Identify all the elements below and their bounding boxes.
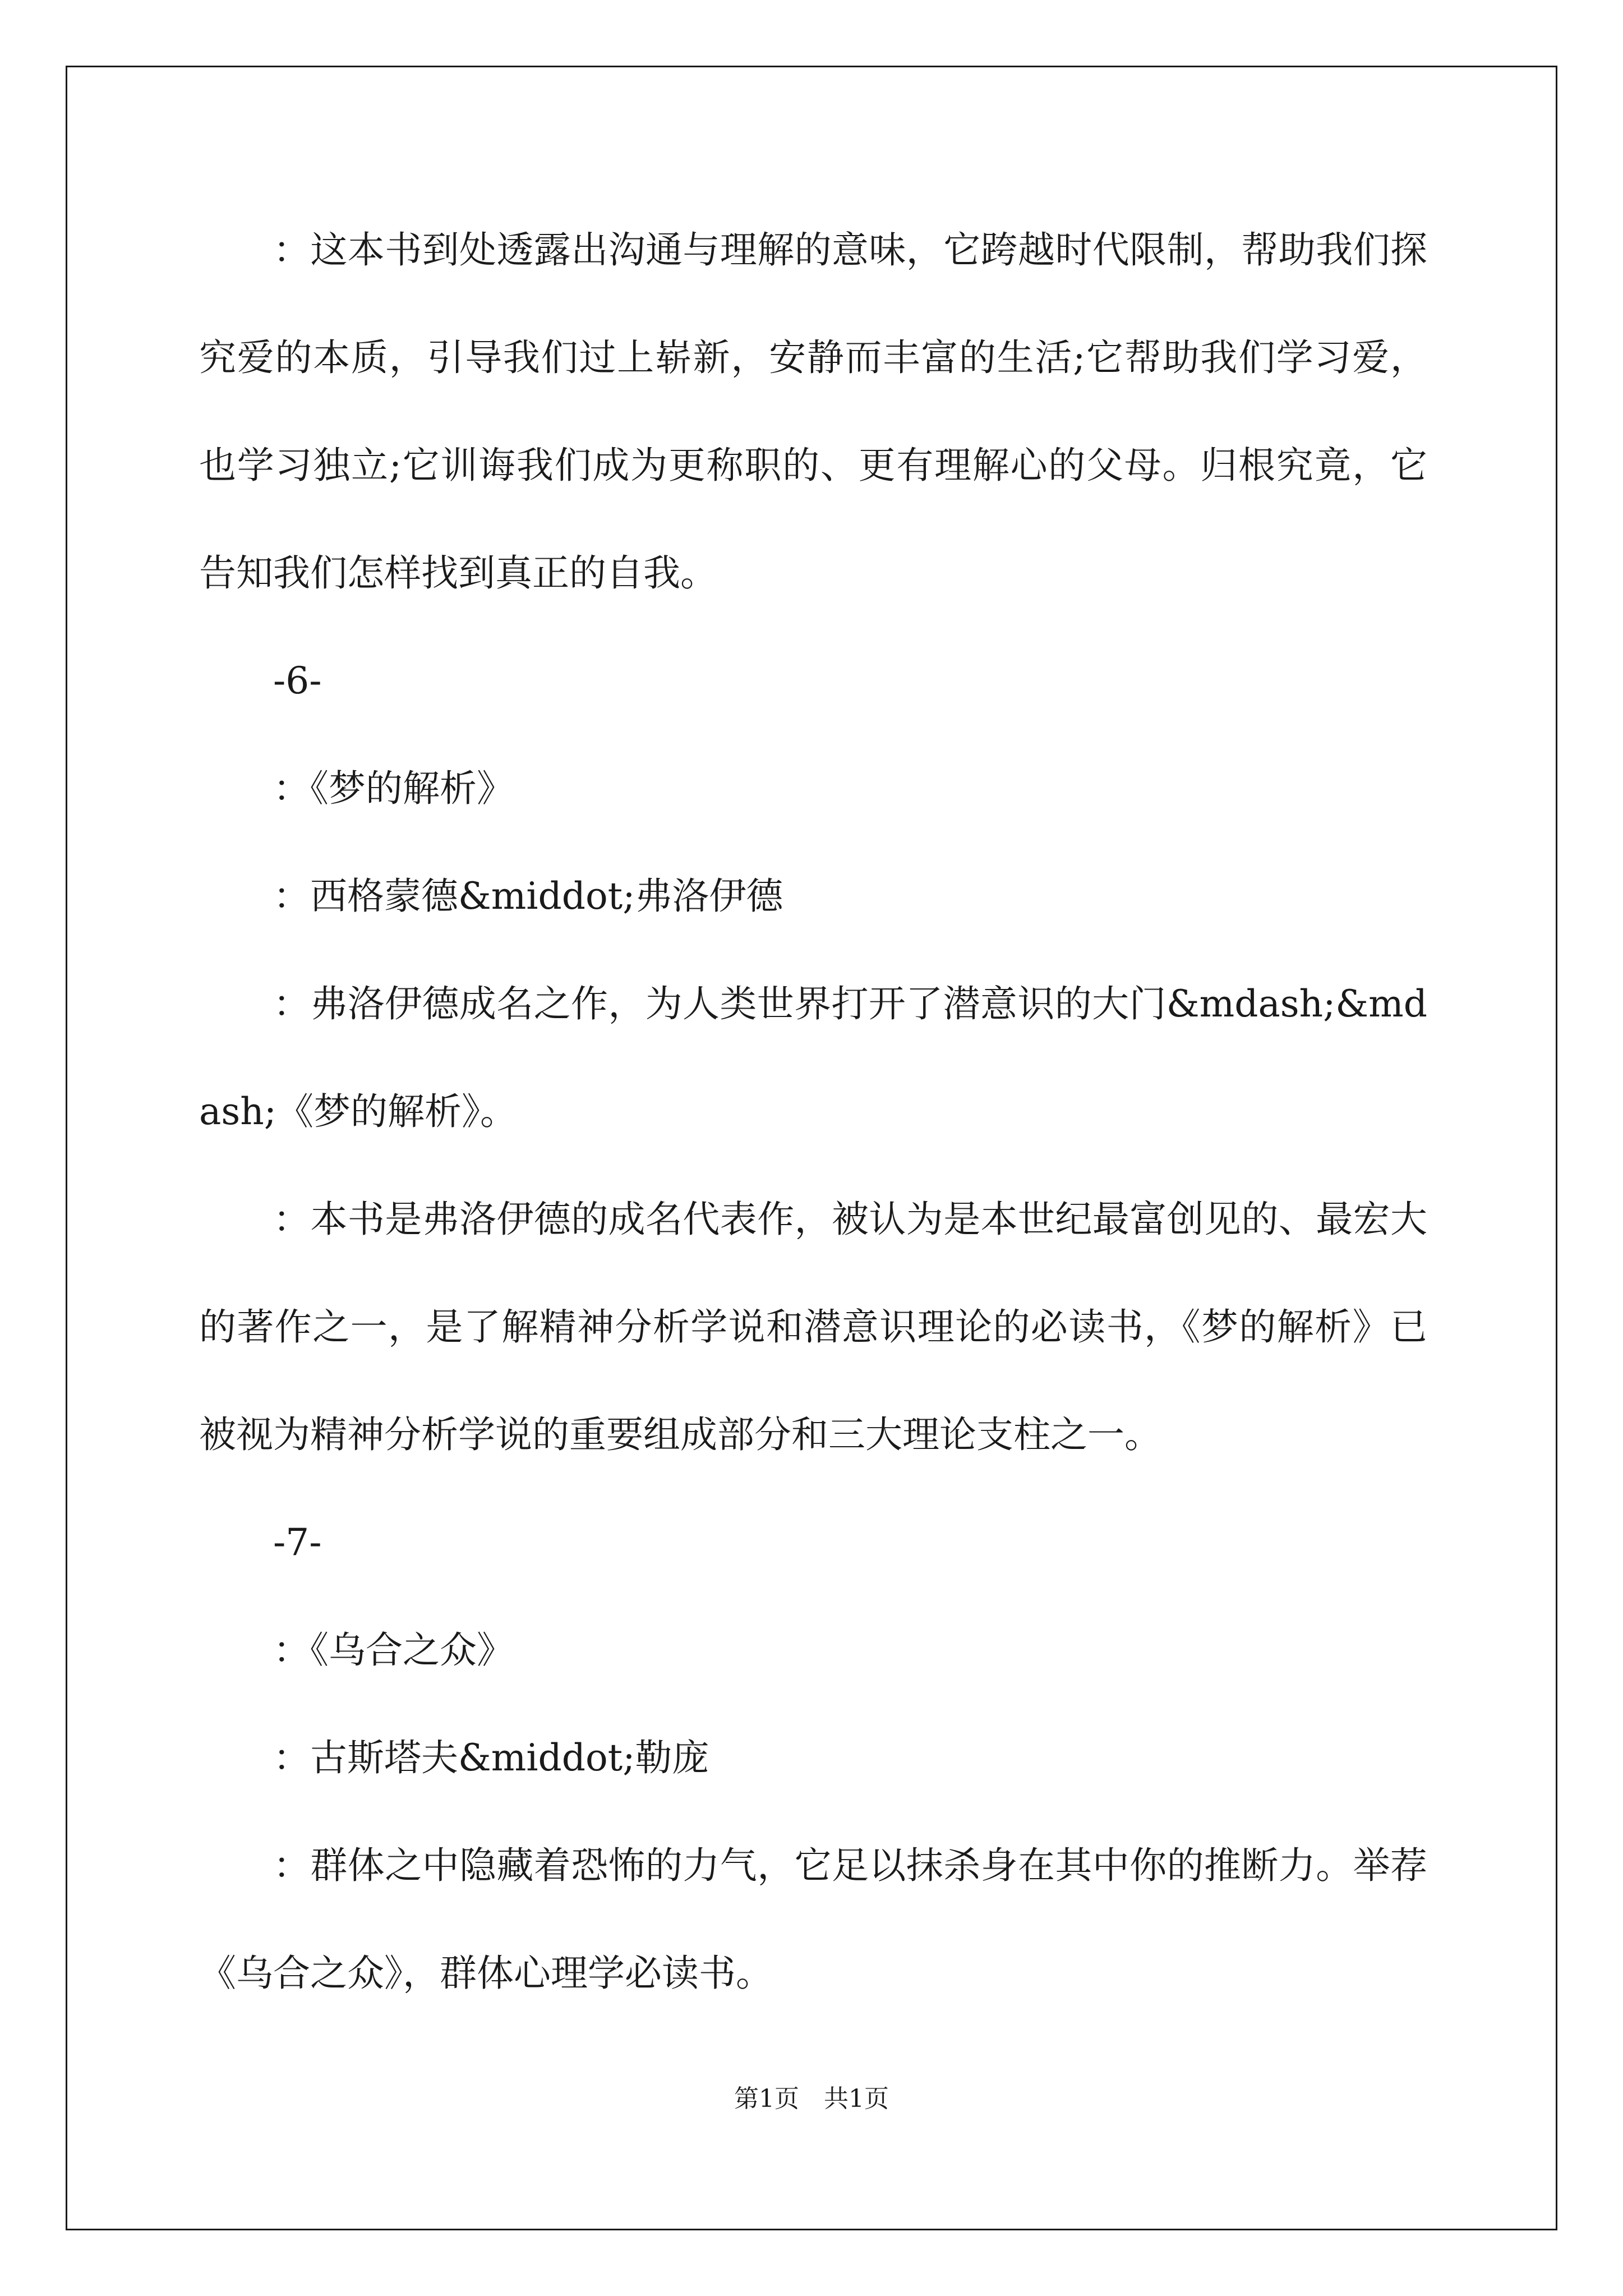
section-number-7: -7- [273,1521,322,1564]
book6-author: ：西格蒙德&middot;弗洛伊德 [273,875,783,918]
book6-description: ：本书是弗洛伊德的成名代表作，被认为是本世纪最富创见的、最宏大的著作之一，是了解精神分析学说和潜意识理论的必读书，《梦的解析》已被视为精神分析学说的重要组成部分和三大理论支柱之一。 [199,1198,1427,1456]
page-footer: 第1页 共1页 [734,2085,889,2113]
section-number-6: -6- [273,659,322,702]
book6-intro: ：弗洛伊德成名之作，为人类世界打开了潜意识的大门&mdash;&mdash;《梦的解析》。 [199,982,1427,1133]
book7-author: ：古斯塔夫&middot;勒庞 [273,1736,709,1779]
book7-title: ：《乌合之众》 [273,1628,514,1672]
book7-description: ：群体之中隐藏着恐怖的力气，它足以抹杀身在其中你的推断力。举荐《乌合之众》，群体心理学必读书。 [199,1844,1427,1995]
book6-title: ：《梦的解析》 [273,767,514,810]
paragraph-book5-description: ：这本书到处透露出沟通与理解的意味，它跨越时代限制，帮助我们探究爱的本质，引导我们过上崭新，安静而丰富的生活;它帮助我们学习爱，也学习独立;它训诲我们成为更称职的、更有理解心的父母。归根究竟，它告知我们怎样找到真正的自我。 [199,228,1427,595]
